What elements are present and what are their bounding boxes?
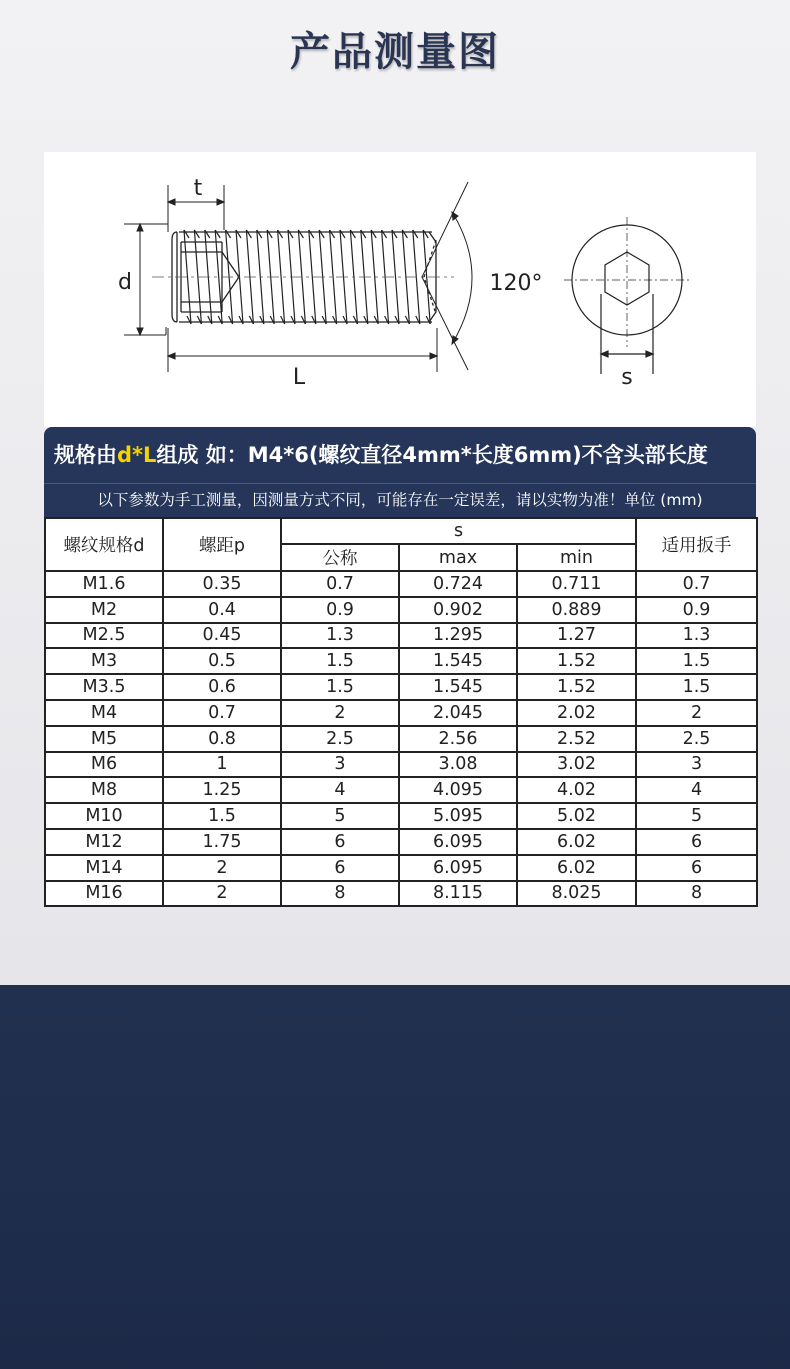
- cell-spec: M3.5: [45, 674, 163, 700]
- cell-min: 2.52: [517, 726, 636, 752]
- cell-spec: M5: [45, 726, 163, 752]
- cell-pitch: 0.45: [163, 623, 281, 649]
- cell-nominal: 1.5: [281, 648, 399, 674]
- cell-pitch: 1.75: [163, 829, 281, 855]
- cell-pitch: 1: [163, 752, 281, 778]
- cell-wrench: 1.3: [636, 623, 757, 649]
- cell-wrench: 4: [636, 777, 757, 803]
- label-t: t: [193, 176, 203, 201]
- label-angle: 120°: [489, 271, 543, 296]
- table-row: [45, 597, 757, 623]
- table-row: [45, 803, 757, 829]
- cell-spec: M8: [45, 777, 163, 803]
- measurement-diagram: [44, 152, 756, 427]
- cell-max: 6.095: [399, 855, 517, 881]
- cell-spec: M14: [45, 855, 163, 881]
- cell-nominal: 1.5: [281, 674, 399, 700]
- col-header-min: min: [517, 544, 636, 571]
- cell-min: 4.02: [517, 777, 636, 803]
- cell-wrench: 0.7: [636, 571, 757, 597]
- cell-max: 1.545: [399, 648, 517, 674]
- page-title: 产品测量图: [290, 29, 500, 75]
- cell-spec: M12: [45, 829, 163, 855]
- cell-wrench: 8: [636, 881, 757, 907]
- cell-min: 0.889: [517, 597, 636, 623]
- cell-min: 1.52: [517, 674, 636, 700]
- cell-nominal: 2: [281, 700, 399, 726]
- table-row: [45, 829, 757, 855]
- cell-max: 1.295: [399, 623, 517, 649]
- col-header-pitch: 螺距p: [163, 518, 281, 571]
- cell-min: 6.02: [517, 829, 636, 855]
- cell-max: 0.724: [399, 571, 517, 597]
- cell-min: 3.02: [517, 752, 636, 778]
- header-suffix: 组成 如：M4*6(螺纹直径4mm*长度6mm)不含头部长度: [156, 443, 708, 467]
- table-row: [45, 700, 757, 726]
- cell-wrench: 6: [636, 855, 757, 881]
- cell-max: 1.545: [399, 674, 517, 700]
- cell-max: 3.08: [399, 752, 517, 778]
- cell-min: 5.02: [517, 803, 636, 829]
- label-L: L: [292, 365, 306, 390]
- cell-max: 0.902: [399, 597, 517, 623]
- cell-min: 0.711: [517, 571, 636, 597]
- cell-wrench: 2.5: [636, 726, 757, 752]
- screw-drawing: [44, 152, 756, 427]
- cell-nominal: 5: [281, 803, 399, 829]
- spec-table-body: [45, 571, 757, 906]
- table-row: [45, 881, 757, 907]
- cell-spec: M2: [45, 597, 163, 623]
- cell-nominal: 1.3: [281, 623, 399, 649]
- table-row: [45, 726, 757, 752]
- cell-min: 1.52: [517, 648, 636, 674]
- end-view: [564, 217, 692, 374]
- cell-nominal: 0.9: [281, 597, 399, 623]
- cell-spec: M1.6: [45, 571, 163, 597]
- cell-max: 2.56: [399, 726, 517, 752]
- cell-pitch: 1.5: [163, 803, 281, 829]
- col-header-max: max: [399, 544, 517, 571]
- cell-nominal: 0.7: [281, 571, 399, 597]
- col-header-spec: 螺纹规格d: [45, 518, 163, 571]
- angle-120: [422, 182, 472, 370]
- note-bar: 以下参数为手工测量，因测量方式不同，可能存在一定误差，请以实物为准！单位 (mm): [44, 483, 756, 517]
- cell-spec: M10: [45, 803, 163, 829]
- header-prefix: 规格由: [54, 443, 117, 467]
- table-row: [45, 777, 757, 803]
- cell-nominal: 6: [281, 855, 399, 881]
- cell-min: 1.27: [517, 623, 636, 649]
- cell-wrench: 3: [636, 752, 757, 778]
- cell-wrench: 1.5: [636, 648, 757, 674]
- cell-pitch: 0.6: [163, 674, 281, 700]
- cell-nominal: 3: [281, 752, 399, 778]
- table-row: [45, 752, 757, 778]
- spec-header-bar: [44, 427, 756, 483]
- col-header-nominal: 公称: [281, 544, 399, 571]
- cell-spec: M4: [45, 700, 163, 726]
- cell-spec: M6: [45, 752, 163, 778]
- cell-nominal: 2.5: [281, 726, 399, 752]
- bottom-panel: [0, 985, 790, 1369]
- cell-wrench: 1.5: [636, 674, 757, 700]
- cell-pitch: 0.7: [163, 700, 281, 726]
- cell-spec: M3: [45, 648, 163, 674]
- cell-max: 8.115: [399, 881, 517, 907]
- dimension-t: [124, 185, 224, 232]
- cell-pitch: 0.8: [163, 726, 281, 752]
- col-header-wrench: 适用扳手: [636, 518, 757, 571]
- cell-min: 8.025: [517, 881, 636, 907]
- cell-min: 6.02: [517, 855, 636, 881]
- table-row: [45, 855, 757, 881]
- cell-max: 2.045: [399, 700, 517, 726]
- table-row: [45, 674, 757, 700]
- label-s: s: [621, 365, 633, 390]
- cell-wrench: 2: [636, 700, 757, 726]
- cell-pitch: 2: [163, 881, 281, 907]
- spec-table: [44, 517, 758, 907]
- cell-spec: M16: [45, 881, 163, 907]
- table-row: [45, 571, 757, 597]
- cell-pitch: 2: [163, 855, 281, 881]
- cell-nominal: 8: [281, 881, 399, 907]
- cell-pitch: 0.5: [163, 648, 281, 674]
- spec-table-section: [44, 427, 756, 906]
- cell-max: 6.095: [399, 829, 517, 855]
- cell-max: 4.095: [399, 777, 517, 803]
- cell-pitch: 0.4: [163, 597, 281, 623]
- cell-nominal: 6: [281, 829, 399, 855]
- cell-wrench: 6: [636, 829, 757, 855]
- cell-pitch: 0.35: [163, 571, 281, 597]
- label-d: d: [118, 270, 132, 295]
- header-highlight: d*L: [117, 443, 157, 467]
- cell-wrench: 5: [636, 803, 757, 829]
- table-row: [45, 623, 757, 649]
- cell-wrench: 0.9: [636, 597, 757, 623]
- table-row: [45, 648, 757, 674]
- cell-nominal: 4: [281, 777, 399, 803]
- cell-spec: M2.5: [45, 623, 163, 649]
- cell-min: 2.02: [517, 700, 636, 726]
- cell-pitch: 1.25: [163, 777, 281, 803]
- cell-max: 5.095: [399, 803, 517, 829]
- col-header-s: s: [281, 518, 636, 544]
